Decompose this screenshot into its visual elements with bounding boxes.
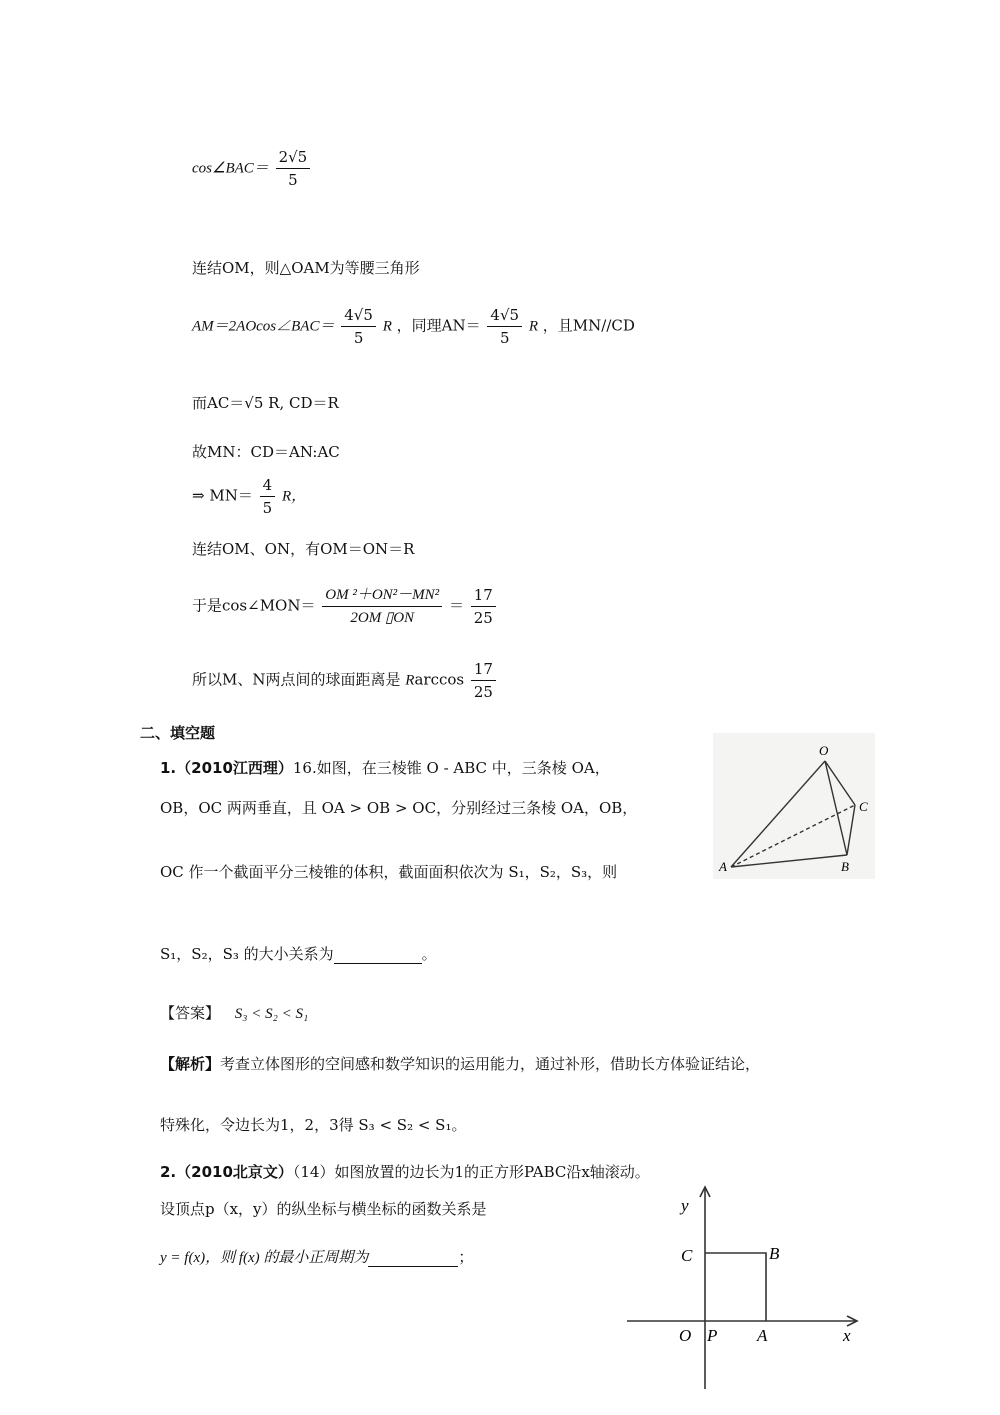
label-p: P bbox=[707, 1326, 718, 1345]
label-c: C bbox=[681, 1246, 693, 1265]
q2-line3 bbox=[160, 1246, 473, 1267]
label-o: O bbox=[679, 1326, 692, 1345]
q1-answer bbox=[160, 1002, 308, 1023]
equals-sign: ＝ bbox=[448, 596, 464, 615]
formula-lhs: 所以M、N两点间的球面距离是 bbox=[192, 670, 401, 689]
fraction bbox=[341, 304, 376, 349]
numerator: 4√5 bbox=[341, 304, 376, 327]
question-text-end: ； bbox=[458, 1248, 474, 1266]
square-axis-diagram bbox=[623, 1183, 863, 1393]
fraction bbox=[487, 304, 522, 349]
arccos-text: arccos bbox=[414, 670, 465, 689]
question-label: 1.（2010江西理） bbox=[160, 759, 293, 777]
formula-tail: ，且MN//CD bbox=[542, 316, 635, 335]
numerator: OM ²＋ON²－MN² bbox=[322, 584, 442, 607]
am-formula bbox=[192, 304, 635, 349]
label-c: C bbox=[859, 799, 868, 814]
q1-analysis bbox=[160, 1053, 760, 1074]
label-b: B bbox=[841, 859, 849, 874]
q2-line1 bbox=[160, 1161, 650, 1182]
label-o: O bbox=[819, 743, 829, 758]
question-text: S₁，S₂，S₃ 的大小关系为 bbox=[160, 945, 334, 963]
ac-cd-text: 而AC＝√5 R, CD＝R bbox=[192, 394, 339, 412]
label-b: B bbox=[769, 1244, 780, 1263]
question-text: y = f(x)，则 f(x) 的最小正周期为 bbox=[160, 1250, 369, 1266]
denominator: 5 bbox=[353, 329, 364, 347]
analysis-label: 【解析】 bbox=[160, 1055, 221, 1073]
fraction bbox=[276, 146, 311, 191]
formula-mid: ，同理AN＝ bbox=[396, 316, 481, 335]
formula-tail: R， bbox=[281, 488, 307, 505]
q1-line3: OC 作一个截面平分三棱锥的体积，截面面积依次为 S₁，S₂，S₃，则 bbox=[160, 863, 618, 881]
fraction bbox=[260, 474, 276, 519]
formula-lhs: cos∠BAC＝ bbox=[192, 160, 269, 177]
tetrahedron-diagram bbox=[713, 733, 875, 879]
denominator: 2OM ▯ON bbox=[350, 610, 415, 626]
formula-lhs: AM＝2AOcos∠BAC＝ bbox=[192, 318, 335, 335]
answer-label: 【答案】 bbox=[160, 1004, 221, 1022]
question-text: （14）如图放置的边长为1的正方形PABC沿x轴滚动。 bbox=[292, 1163, 650, 1181]
radius-symbol: R bbox=[382, 318, 392, 335]
ratio-text: 故MN：CD＝AN:AC bbox=[192, 443, 340, 461]
answer-value: S₃ < S₂ < S₁ bbox=[234, 1006, 309, 1022]
radius-symbol: R bbox=[528, 318, 539, 335]
denominator: 25 bbox=[473, 683, 493, 701]
q1-line2: OB，OC 两两垂直，且 OA > OB > OC，分别经过三条棱 OA，OB， bbox=[160, 799, 638, 817]
fraction bbox=[471, 658, 496, 703]
numerator: 4 bbox=[260, 474, 276, 497]
answer-blank bbox=[334, 949, 422, 964]
denominator: 25 bbox=[473, 609, 493, 627]
tetrahedron-figure bbox=[713, 733, 875, 879]
cos-mon-formula bbox=[192, 584, 498, 629]
connect-om-text: 连结OM，则△OAM为等腰三角形 bbox=[192, 259, 420, 277]
fraction bbox=[322, 584, 442, 629]
numerator: 17 bbox=[471, 584, 496, 607]
connect-on-text: 连结OM、ON，有OM＝ON＝R bbox=[192, 540, 415, 558]
analysis-text: 考查立体图形的空间感和数学知识的运用能力，通过补形，借助长方体验证结论， bbox=[220, 1055, 761, 1073]
numerator: 4√5 bbox=[487, 304, 522, 327]
denominator: 5 bbox=[262, 499, 273, 517]
radius-symbol: R bbox=[405, 672, 415, 689]
q1-line1 bbox=[160, 757, 610, 778]
label-x: x bbox=[843, 1326, 851, 1345]
question-label: 2.（2010北京文） bbox=[160, 1163, 293, 1181]
section-title: 二、填空题 bbox=[140, 724, 216, 742]
formula-lhs: 于是cos∠MON＝ bbox=[192, 596, 316, 615]
q1-line4 bbox=[160, 943, 437, 964]
numerator: 2√5 bbox=[276, 146, 311, 169]
denominator: 5 bbox=[288, 171, 298, 189]
question-text: 16.如图，在三棱锥 O - ABC 中，三条棱 OA， bbox=[292, 759, 610, 777]
label-a: A bbox=[757, 1326, 768, 1345]
formula-lhs: ⇒ MN＝ bbox=[192, 486, 253, 505]
numerator: 17 bbox=[471, 658, 496, 681]
denominator: 5 bbox=[499, 329, 510, 347]
fraction bbox=[471, 584, 496, 629]
mn-formula bbox=[192, 474, 306, 519]
label-y: y bbox=[681, 1196, 689, 1215]
label-a: A bbox=[719, 859, 727, 874]
q1-analysis2: 特殊化，令边长为1，2，3得 S₃ < S₂ < S₁。 bbox=[160, 1116, 467, 1134]
square-axis-figure bbox=[623, 1183, 863, 1393]
cos-bac-formula bbox=[192, 146, 312, 191]
distance-formula bbox=[192, 658, 498, 703]
answer-blank bbox=[368, 1252, 458, 1267]
question-text-end: 。 bbox=[421, 945, 437, 963]
q2-line2: 设顶点p（x，y）的纵坐标与横坐标的函数关系是 bbox=[160, 1200, 487, 1218]
